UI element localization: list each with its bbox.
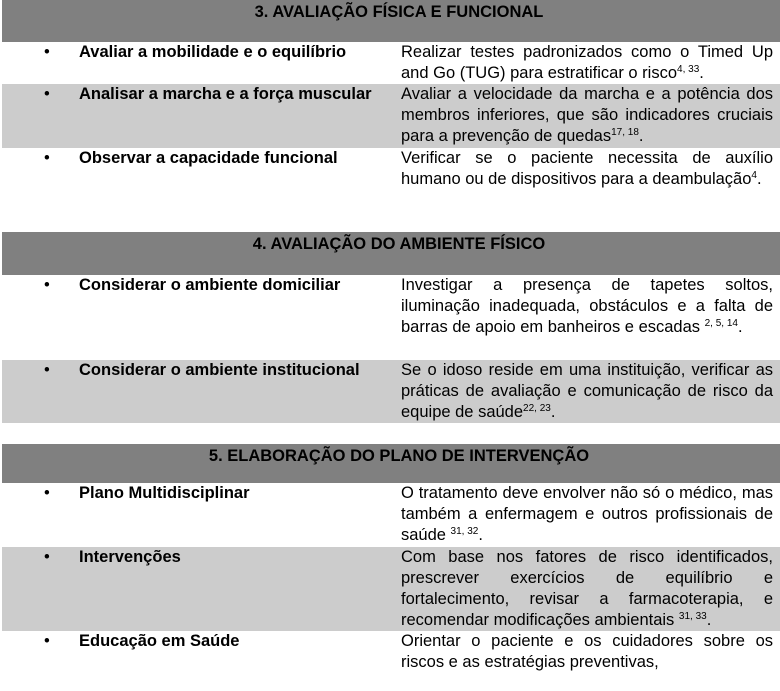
text-segment: Com base nos fatores de risco identificados, prescrever exercícios de equilíbrio e fortalecimento, revisar a farmacoterapia, e recomendar modificações ambientais: [401, 548, 773, 629]
bullet-icon: •: [44, 276, 50, 294]
table-row: [2, 148, 780, 212]
citation: 17, 18: [611, 127, 639, 138]
table-row: [2, 275, 780, 360]
bullet-icon: •: [44, 43, 50, 61]
section-avaliacao-fisica: [2, 0, 780, 212]
table-row: [2, 631, 780, 691]
row-text: [401, 631, 773, 673]
text-segment: .: [706, 611, 712, 629]
row-text: [401, 275, 773, 338]
section-header: [2, 444, 780, 483]
bullet-icon: •: [44, 149, 50, 167]
text-segment: Orientar o paciente e os cuidadores sobre os riscos e as estratégias preventivas,: [401, 632, 773, 671]
text-segment: Verificar se o paciente necessita de auxílio humano ou de dispositivos para a deambulação: [401, 149, 773, 188]
row-item: Intervenções: [79, 548, 181, 566]
row-text: [401, 483, 773, 546]
citation: 31, 33: [678, 611, 707, 622]
table-row: [2, 42, 780, 84]
citation: 22, 23: [523, 403, 551, 414]
table-row: [2, 483, 780, 547]
table-row: [2, 360, 780, 423]
section-plano-intervencao: [2, 444, 780, 691]
section-title: 4. AVALIAÇÃO DO AMBIENTE FÍSICO: [252, 235, 546, 253]
citation: 31, 32: [450, 526, 479, 537]
text-segment: Investigar a presença de tapetes soltos, iluminação inadequada, obstáculos e a falta de barras de apoio em banheiros e escadas: [401, 276, 773, 336]
row-item: Considerar o ambiente domiciliar: [79, 276, 341, 294]
text-segment: .: [638, 127, 644, 145]
text-segment: Se o idoso reside em uma instituição, verificar as práticas de avaliação e comunicação de risco da equipe de saúde: [401, 361, 773, 421]
section-title: 3. AVALIAÇÃO FÍSICA E FUNCIONAL: [254, 3, 544, 21]
row-item: Educação em Saúde: [79, 632, 240, 650]
row-item: Observar a capacidade funcional: [79, 149, 338, 167]
row-text: [401, 148, 773, 190]
row-text: [401, 84, 773, 147]
citation: 2, 5, 14: [704, 318, 738, 329]
text-segment: .: [699, 64, 704, 82]
citation: 4: [751, 170, 757, 181]
row-text: [401, 42, 773, 84]
table-row: [2, 84, 780, 148]
section-ambiente-fisico: [2, 232, 780, 423]
row-text: [401, 547, 773, 631]
bullet-icon: •: [44, 484, 50, 502]
row-text: [401, 360, 773, 423]
bullet-icon: •: [44, 85, 50, 103]
bullet-icon: •: [44, 548, 50, 566]
text-segment: Realizar testes padronizados como o Timed Up and Go (TUG) para estratificar o risco: [401, 43, 773, 82]
row-item: Avaliar a mobilidade e o equilíbrio: [79, 43, 347, 61]
row-item: Considerar o ambiente institucional: [79, 361, 360, 379]
text-segment: .: [737, 318, 743, 336]
table-row: [2, 547, 780, 631]
text-segment: .: [550, 403, 556, 421]
bullet-icon: •: [44, 361, 50, 379]
text-segment: Avaliar a velocidade da marcha e a potência dos membros inferiores, que são indicadores cruciais para a prevenção de quedas: [401, 85, 773, 145]
bullet-icon: •: [44, 632, 50, 650]
text-segment: .: [756, 170, 762, 188]
section-header: [2, 232, 780, 275]
text-segment: O tratamento deve envolver não só o médico, mas também a enfermagem e outros profissionais de saúde: [401, 484, 773, 544]
row-item: Analisar a marcha e a força muscular: [79, 85, 372, 103]
citation: 4, 33: [677, 64, 700, 75]
section-header: [2, 0, 780, 42]
text-segment: .: [478, 526, 483, 544]
row-item: Plano Multidisciplinar: [79, 484, 250, 502]
section-title: 5. ELABORAÇÃO DO PLANO DE INTERVENÇÃO: [208, 447, 590, 465]
